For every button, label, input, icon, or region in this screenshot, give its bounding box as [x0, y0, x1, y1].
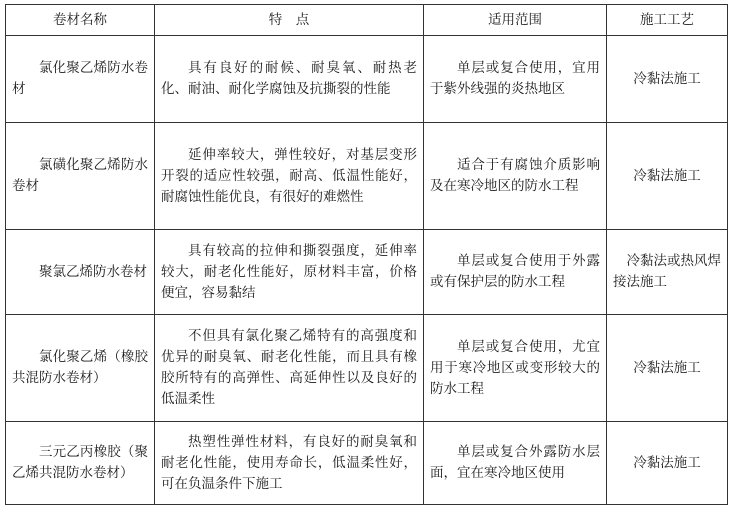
table-row [6, 123, 728, 230]
cell-application-scope: 单层或复合外露防水层面，宜在寒冷地区使用 [424, 422, 607, 505]
cell-features: 热塑性弹性材料，有良好的耐臭氧和耐老化性能，使用寿命长，低温柔性好，可在负温条件下施工 [155, 422, 424, 505]
waterproof-membrane-table [5, 4, 728, 505]
cell-membrane-name: 聚氯乙烯防水卷材 [6, 230, 155, 315]
table-row [6, 422, 728, 505]
cell-features: 具有良好的耐候、耐臭氧、耐热老化、耐油、耐化学腐蚀及抗撕裂的性能 [155, 36, 424, 123]
cell-application-scope: 适合于有腐蚀介质影响及在寒冷地区的防水工程 [424, 123, 607, 230]
header-construction-method: 施工工艺 [607, 5, 728, 36]
cell-construction-method: 冷黏法或热风焊接法施工 [607, 230, 728, 315]
cell-features: 具有较高的拉伸和撕裂强度，延伸率较大，耐老化性能好，原材料丰富，价格便宜，容易黏结 [155, 230, 424, 315]
cell-application-scope: 单层或复合使用，尤宜用于寒冷地区或变形较大的防水工程 [424, 315, 607, 422]
cell-construction-method: 冷黏法施工 [607, 422, 728, 505]
cell-features: 延伸率较大，弹性较好，对基层变形开裂的适应性较强，耐高、低温性能好，耐腐蚀性能优良，有很好的难燃性 [155, 123, 424, 230]
cell-application-scope: 单层或复合使用，宜用于紫外线强的炎热地区 [424, 36, 607, 123]
cell-membrane-name: 三元乙丙橡胶（聚乙烯共混防水卷材） [6, 422, 155, 505]
header-membrane-name: 卷材名称 [6, 5, 155, 36]
cell-construction-method: 冷黏法施工 [607, 36, 728, 123]
cell-application-scope: 单层或复合使用于外露或有保护层的防水工程 [424, 230, 607, 315]
table-row [6, 315, 728, 422]
document-page [5, 4, 727, 505]
cell-features: 不但具有氯化聚乙烯特有的高强度和优异的耐臭氧、耐老化性能，而且具有橡胶所特有的高弹性、高延伸性以及良好的低温柔性 [155, 315, 424, 422]
table-header-row [6, 5, 728, 36]
cell-membrane-name: 氯化聚乙烯防水卷材 [6, 36, 155, 123]
table-row [6, 230, 728, 315]
cell-membrane-name: 氯磺化聚乙烯防水卷材 [6, 123, 155, 230]
table-row [6, 36, 728, 123]
header-features: 特 点 [155, 5, 424, 36]
cell-membrane-name: 氯化聚乙烯（橡胶共混防水卷材） [6, 315, 155, 422]
cell-construction-method: 冷黏法施工 [607, 123, 728, 230]
cell-construction-method: 冷黏法施工 [607, 315, 728, 422]
header-application-scope: 适用范围 [424, 5, 607, 36]
